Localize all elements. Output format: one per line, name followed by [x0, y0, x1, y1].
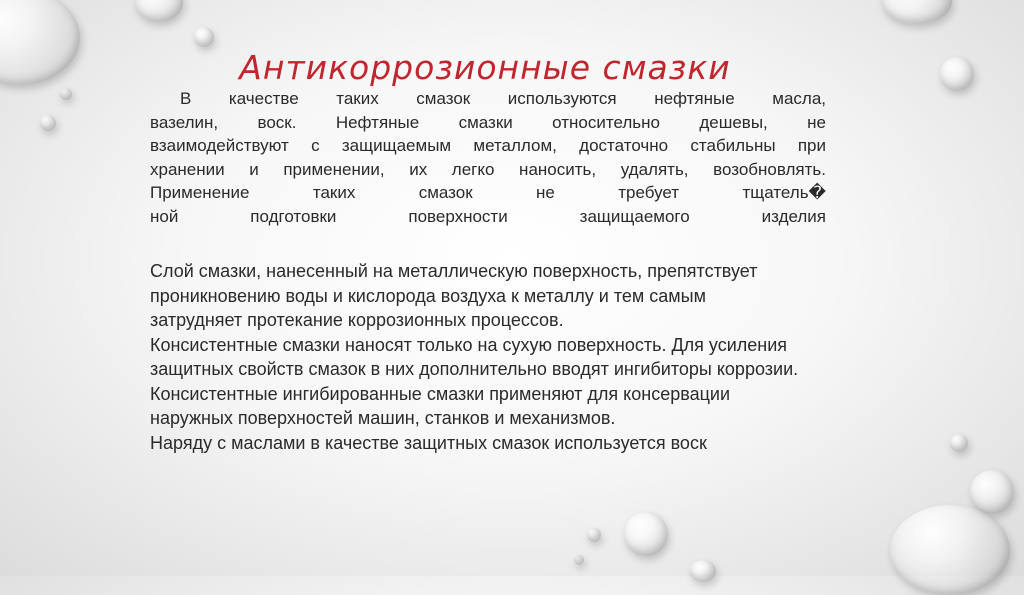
paragraph-line: ной подготовки поверхности защищаемого изделия — [150, 206, 826, 226]
water-drop-decoration — [40, 115, 56, 131]
paragraph-line: Применение таких смазок не требует тщатель� — [150, 183, 826, 202]
paragraph-line: Консистентные ингибированные смазки применяют для консервации — [150, 383, 731, 404]
water-drop-decoration — [135, 0, 183, 22]
paragraph-line: проникновению воды и кислорода воздуха к металлу и тем самым — [150, 285, 706, 306]
paragraph-line: Консистентные смазки наносят только на сухую поверхность. Для усиления — [150, 334, 788, 355]
water-drop-decoration — [574, 555, 584, 565]
paragraph-line: Слой смазки, нанесенный на металлическую поверхность, препятствует — [150, 261, 758, 281]
water-drop-decoration — [690, 560, 716, 582]
paragraph-line: хранении и применении, их легко наносить, удалять, возобновлять. — [150, 159, 826, 179]
paragraph-line: наружных поверхностей машин, станков и механизмов. — [150, 408, 616, 428]
paragraph-line: вазелин, воск. Нефтяные смазки относительно дешевы, не — [150, 112, 826, 132]
paragraph-line: взаимодействуют с защищаемым металлом, достаточно стабильны при — [150, 136, 826, 155]
water-drop-decoration — [890, 505, 1010, 595]
water-drop-decoration — [60, 88, 72, 100]
paragraph-line: В качестве таких смазок используются нефтяные масла, — [180, 89, 826, 108]
paragraph-line: Наряду с маслами в качестве защитных смазок используется воск — [150, 432, 707, 453]
paragraph-line: затрудняет протекание коррозионных процессов. — [150, 310, 564, 330]
water-drop-decoration — [624, 512, 668, 556]
water-drop-decoration — [587, 528, 601, 542]
water-drop-decoration — [882, 0, 952, 24]
paragraph-line: защитных свойств смазок в них дополнительно вводят ингибиторы коррозии. — [150, 359, 799, 379]
paragraph-details — [150, 259, 930, 455]
water-drop-decoration — [950, 434, 968, 452]
paragraph-intro — [150, 87, 826, 228]
water-drop-decoration — [970, 470, 1014, 514]
water-drop-decoration — [194, 27, 214, 47]
slide-title: Антикоррозионные смазки — [239, 48, 731, 87]
